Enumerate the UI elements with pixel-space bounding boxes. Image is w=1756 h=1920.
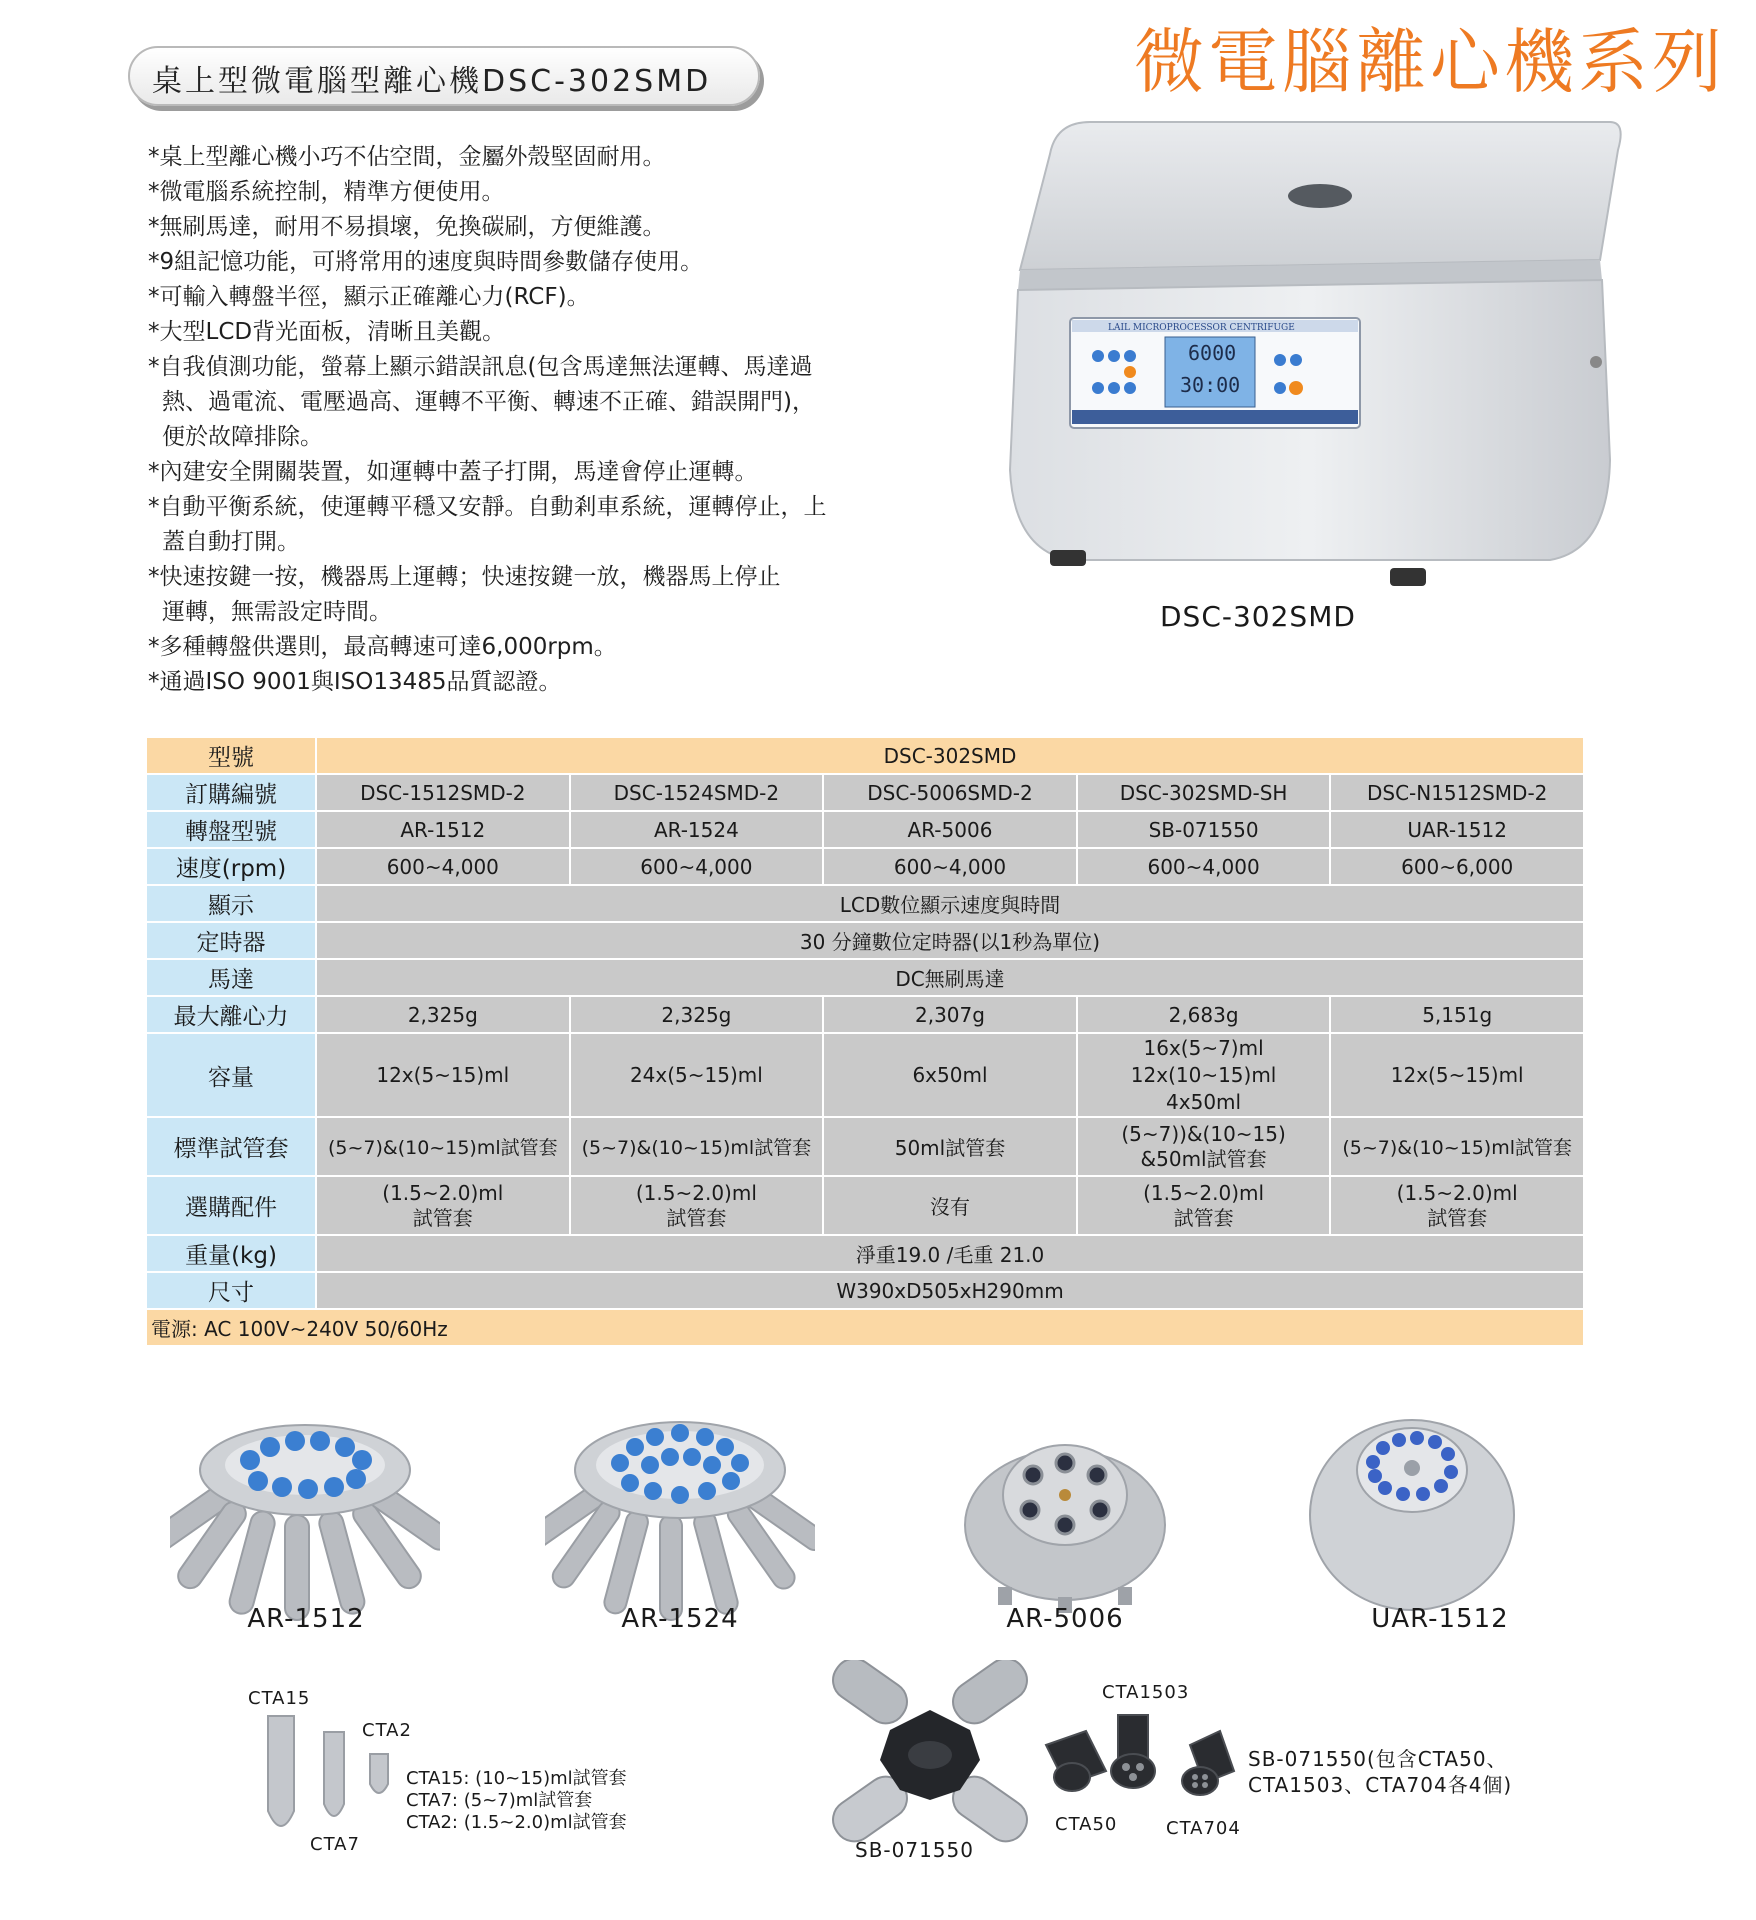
spec-cell: AR-1524	[570, 811, 824, 848]
feature-line: *無刷馬達，耐用不易損壞，免換碳刷，方便維護。	[148, 214, 666, 240]
spec-cell: (1.5~2.0)ml 試管套	[1330, 1176, 1584, 1235]
rotor-label-ar1524: AR-1524	[621, 1604, 739, 1634]
spec-row	[146, 996, 1584, 1033]
spec-cell: (1.5~2.0)ml 試管套	[316, 1176, 570, 1235]
product-caption: DSC-302SMD	[1160, 600, 1356, 633]
tube-desc-line: CTA2: (1.5~2.0)ml試管套	[406, 1812, 627, 1833]
cta7-tube	[324, 1732, 344, 1816]
tube-desc-line: CTA7: (5~7)ml試管套	[406, 1790, 593, 1811]
spec-cell: (5~7))&(10~15) &50ml試管套	[1077, 1117, 1331, 1176]
spec-cell: 沒有	[823, 1176, 1077, 1235]
swing-rotor-note	[1248, 1746, 1512, 1798]
spec-cell: (5~7)&(10~15)ml試管套	[316, 1117, 570, 1176]
spec-cell: DSC-302SMD-SH	[1077, 774, 1331, 811]
rotor-ar5006-image	[960, 1415, 1170, 1615]
spec-label: 轉盤型號	[146, 811, 316, 848]
rotor-label-ar5006: AR-5006	[1006, 1604, 1124, 1634]
rotor-label-uar1512: UAR-1512	[1371, 1604, 1509, 1634]
spec-label: 訂購編號	[146, 774, 316, 811]
spec-label: 最大離心力	[146, 996, 316, 1033]
tube-description	[406, 1768, 627, 1834]
spec-cell: 600~4,000	[823, 848, 1077, 885]
spec-label: 尺寸	[146, 1272, 316, 1309]
feature-line: 運轉，無需設定時間。	[162, 599, 392, 625]
spec-row	[146, 811, 1584, 848]
cta15-tube	[268, 1716, 294, 1826]
spec-cell: (1.5~2.0)ml 試管套	[570, 1176, 824, 1235]
lcd-speed: 6000	[1188, 341, 1237, 365]
feature-list	[148, 140, 888, 700]
spec-cell: 24x(5~15)ml	[570, 1033, 824, 1117]
spec-cell: 6x50ml	[823, 1033, 1077, 1117]
spec-label: 型號	[146, 737, 316, 774]
spec-row	[146, 1235, 1584, 1272]
spec-cell: W390xD505xH290mm	[316, 1272, 1584, 1309]
spec-row	[146, 1272, 1584, 1309]
spec-cell: 2,307g	[823, 996, 1077, 1033]
lcd-time: 30:00	[1180, 373, 1241, 397]
spec-cell: 600~4,000	[1077, 848, 1331, 885]
swing-rotor-label: SB-071550	[855, 1838, 974, 1862]
feature-line: *通過ISO 9001與ISO13485品質認證。	[148, 669, 562, 695]
feature-line: *微電腦系統控制，精準方便使用。	[148, 179, 505, 205]
spec-cell: AR-1512	[316, 811, 570, 848]
spec-row	[146, 922, 1584, 959]
spec-cell: DSC-1524SMD-2	[570, 774, 824, 811]
spec-value: DSC-302SMD	[316, 737, 1584, 774]
series-title: 微電腦離心機系列	[1134, 21, 1726, 103]
spec-row	[146, 1176, 1584, 1235]
spec-row	[146, 848, 1584, 885]
swing-note-line: CTA1503、CTA704各4個)	[1248, 1773, 1513, 1797]
spec-cell: 30 分鐘數位定時器(以1秒為單位)	[316, 922, 1584, 959]
side-knob	[1590, 356, 1602, 368]
tube-label-cta7: CTA7	[310, 1834, 360, 1855]
spec-cell: DSC-1512SMD-2	[316, 774, 570, 811]
adapter-label-cta50: CTA50	[1055, 1814, 1118, 1835]
spec-cell: SB-071550	[1077, 811, 1331, 848]
feature-line: *大型LCD背光面板，清晰且美觀。	[148, 319, 506, 345]
feature-line: *自我偵測功能，螢幕上顯示錯誤訊息(包含馬達無法運轉、馬達過	[148, 354, 813, 380]
spec-label: 馬達	[146, 959, 316, 996]
spec-cell: (1.5~2.0)ml 試管套	[1077, 1176, 1331, 1235]
spec-cell: (5~7)&(10~15)ml試管套	[1330, 1117, 1584, 1176]
spec-cell: 16x(5~7)ml 12x(10~15)ml 4x50ml	[1077, 1033, 1331, 1117]
model-title: 桌上型微電腦型離心機DSC-302SMD	[152, 64, 712, 99]
tube-label-cta2: CTA2	[362, 1720, 412, 1741]
rotor-uar1512-image	[1305, 1400, 1520, 1615]
spec-label: 選購配件	[146, 1176, 316, 1235]
feature-line: *內建安全開關裝置，如運轉中蓋子打開，馬達會停止運轉。	[148, 459, 758, 485]
rotor-label-ar1512: AR-1512	[247, 1604, 365, 1634]
centrifuge-illustration	[990, 110, 1630, 600]
spec-row	[146, 1033, 1584, 1117]
spec-label: 顯示	[146, 885, 316, 922]
lid-port	[1288, 184, 1352, 208]
bucket-adapters-image	[1040, 1705, 1240, 1815]
tube-desc-line: CTA15: (10~15)ml試管套	[406, 1768, 627, 1789]
spec-label: 定時器	[146, 922, 316, 959]
adapter-label-cta1503: CTA1503	[1102, 1682, 1190, 1703]
feature-line: *9組記憶功能，可將常用的速度與時間參數儲存使用。	[148, 249, 704, 275]
spec-cell: AR-5006	[823, 811, 1077, 848]
swing-rotor-image	[810, 1660, 1050, 1850]
feature-line: *多種轉盤供選則，最高轉速可達6,000rpm。	[148, 634, 617, 660]
feature-line: *可輸入轉盤半徑，顯示正確離心力(RCF)。	[148, 284, 590, 310]
rotor-ar1524-image	[545, 1415, 815, 1625]
feature-line: *自動平衡系統，使運轉平穩又安靜。自動剎車系統，運轉停止，上	[148, 494, 827, 520]
spec-cell: 600~6,000	[1330, 848, 1584, 885]
spec-cell: DSC-N1512SMD-2	[1330, 774, 1584, 811]
panel-brand: LAIL MICROPROCESSOR CENTRIFUGE	[1108, 323, 1295, 333]
rotor-ar1512-image	[170, 1415, 440, 1625]
spec-cell: 50ml試管套	[823, 1117, 1077, 1176]
power-spec: 電源: AC 100V~240V 50/60Hz	[146, 1309, 1584, 1346]
spec-cell: 5,151g	[1330, 996, 1584, 1033]
spec-row	[146, 959, 1584, 996]
spec-row	[146, 774, 1584, 811]
spec-cell: (5~7)&(10~15)ml試管套	[570, 1117, 824, 1176]
spec-cell: 2,325g	[316, 996, 570, 1033]
feature-line: 便於故障排除。	[162, 424, 323, 450]
feature-line: 蓋自動打開。	[162, 529, 300, 555]
tube-adapters-image	[260, 1712, 400, 1842]
spec-label: 容量	[146, 1033, 316, 1117]
spec-cell: 12x(5~15)ml	[316, 1033, 570, 1117]
spec-row-power	[146, 1309, 1584, 1346]
cta2-tube	[370, 1754, 388, 1793]
feature-line: *桌上型離心機小巧不佔空間，金屬外殼堅固耐用。	[148, 144, 666, 170]
spec-row	[146, 1117, 1584, 1176]
spec-cell: UAR-1512	[1330, 811, 1584, 848]
spec-cell: 2,325g	[570, 996, 824, 1033]
spec-row-model	[146, 737, 1584, 774]
spec-label: 標準試管套	[146, 1117, 316, 1176]
feature-line: 熱、過電流、電壓過高、運轉不平衡、轉速不正確、錯誤開門)，	[162, 389, 815, 415]
spec-cell: DSC-5006SMD-2	[823, 774, 1077, 811]
spec-label: 速度(rpm)	[146, 848, 316, 885]
spec-cell: 12x(5~15)ml	[1330, 1033, 1584, 1117]
spec-cell: 600~4,000	[316, 848, 570, 885]
spec-cell: LCD數位顯示速度與時間	[316, 885, 1584, 922]
spec-row	[146, 885, 1584, 922]
spec-cell: DC無刷馬達	[316, 959, 1584, 996]
adapter-label-cta704: CTA704	[1166, 1818, 1241, 1839]
spec-label: 重量(kg)	[146, 1235, 316, 1272]
spec-cell: 2,683g	[1077, 996, 1331, 1033]
spec-cell: 淨重19.0 /毛重 21.0	[316, 1235, 1584, 1272]
swing-note-line: SB-071550(包含CTA50、	[1248, 1747, 1508, 1771]
tube-label-cta15: CTA15	[248, 1688, 311, 1709]
spec-table	[145, 736, 1585, 1347]
model-title-pill	[128, 46, 760, 106]
spec-cell: 600~4,000	[570, 848, 824, 885]
feature-line: *快速按鍵一按，機器馬上運轉；快速按鍵一放，機器馬上停止	[148, 564, 781, 590]
